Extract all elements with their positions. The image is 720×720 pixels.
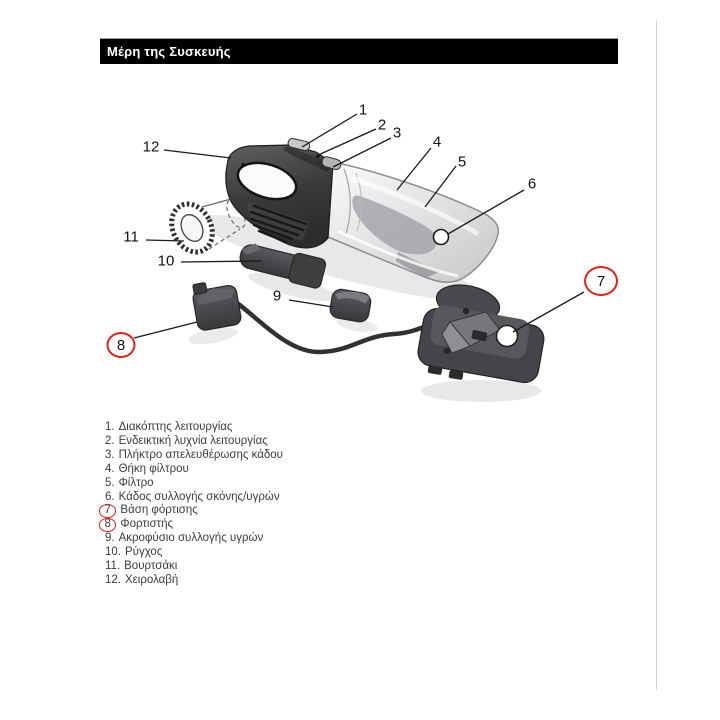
wet-nozzle — [329, 288, 372, 323]
item-label: Διακόπτης λειτουργίας — [118, 421, 233, 433]
charger — [191, 277, 242, 331]
base-contact-button — [497, 326, 518, 347]
item-number: 6. — [105, 490, 115, 503]
item-label: Πλήκτρο απελευθέρωσης κάδου — [118, 448, 283, 461]
item-label: Φίλτρο — [118, 476, 154, 489]
item-number: 9. — [105, 532, 115, 545]
item-label: Κάδος συλλογής σκόνης/υγρών — [118, 490, 280, 503]
item-number: 1. — [105, 421, 115, 433]
list-item — [105, 518, 283, 532]
list-item — [105, 504, 283, 518]
item-number: 10. — [105, 546, 121, 559]
callout-9: 9 — [272, 287, 282, 305]
list-item — [105, 574, 283, 588]
list-item — [105, 435, 283, 449]
item-label: Φορτιστής — [120, 518, 174, 531]
callout-10: 10 — [157, 252, 175, 270]
item-label: Ακροφύσιο συλλογής υγρών — [118, 532, 264, 545]
callout-3: 3 — [392, 124, 402, 142]
list-item — [105, 532, 283, 546]
callout-8-circled: 8 — [107, 332, 136, 358]
callout-11: 11 — [123, 228, 139, 246]
list-item — [105, 546, 283, 560]
list-item — [105, 449, 283, 463]
item-label: Χειρολαβή — [125, 573, 179, 586]
parts-list — [105, 421, 283, 588]
list-item — [105, 491, 283, 505]
callout-4: 4 — [432, 133, 442, 151]
list-item — [105, 560, 283, 574]
item-number-circled: 7 — [99, 504, 116, 518]
list-item — [105, 463, 283, 477]
item-label: Βάση φόρτισης — [120, 504, 198, 517]
callout-7-circled: 7 — [584, 266, 618, 296]
item-number: 3. — [105, 448, 115, 461]
callout-6: 6 — [527, 175, 537, 193]
item-number-circled: 8 — [99, 518, 116, 532]
item-label: Βουρτσάκι — [124, 560, 178, 573]
item-label: Θήκη φίλτρου — [118, 462, 189, 475]
callout-5: 5 — [457, 153, 467, 171]
item-label: Ρύγχος — [125, 546, 163, 559]
list-item — [105, 477, 283, 491]
item-number: 11. — [105, 560, 121, 573]
list-item — [105, 421, 283, 435]
callout-2: 2 — [377, 116, 387, 134]
item-number: 5. — [105, 476, 115, 489]
section-title: Μέρη της Συσκευής — [107, 44, 231, 59]
item-label: Ενδεικτική λυχνία λειτουργίας — [118, 434, 268, 447]
callout-12: 12 — [142, 138, 160, 156]
item-number: 12. — [105, 573, 121, 586]
item-number: 2. — [105, 434, 115, 447]
container-mark — [434, 230, 449, 245]
callout-1: 1 — [358, 101, 368, 119]
item-number: 4. — [105, 462, 115, 475]
